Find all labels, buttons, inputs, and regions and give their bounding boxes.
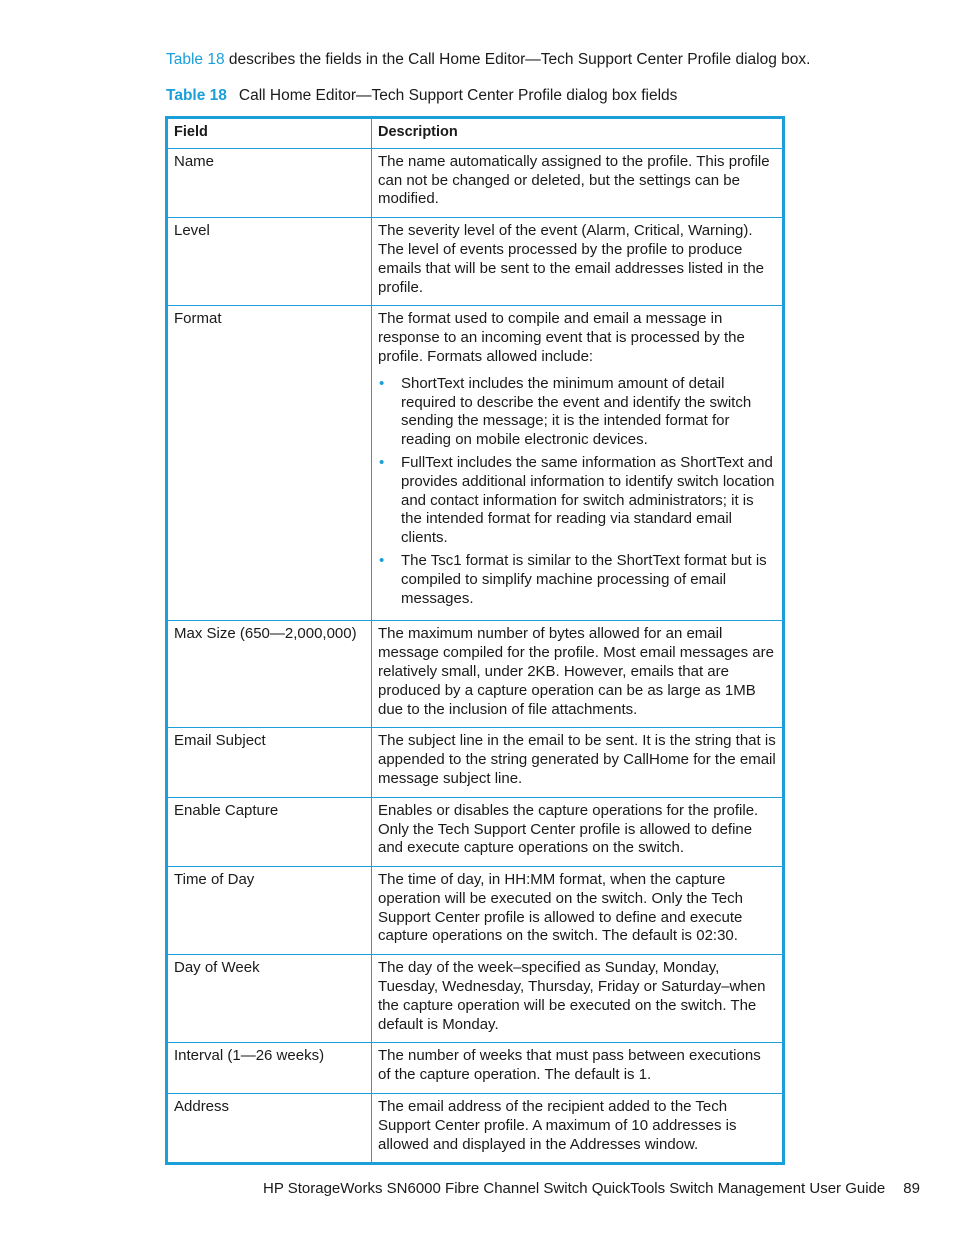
table-row: [167, 955, 784, 1043]
intro-paragraph: [166, 50, 810, 70]
format-list-item: • FullText includes the same information as ShortText and provides additional information to identify switch location and contact information for switch administrators; it is the intended format for reading via standard email clients.: [401, 454, 776, 548]
field-cell: Address: [167, 1094, 372, 1164]
table-row: [167, 621, 784, 728]
table-caption: [166, 86, 677, 106]
footer-title: HP StorageWorks SN6000 Fibre Channel Switch QuickTools Switch Management User Guide: [263, 1180, 886, 1197]
description-cell: The time of day, in HH:MM format, when the capture operation will be executed on the switch. Only the Tech Support Center profile is allowed to define and execute capture operations on the switch. The default is 02:30.: [371, 867, 783, 955]
table-row: [167, 728, 784, 797]
table-caption-title: Call Home Editor—Tech Support Center Profile dialog box fields: [238, 87, 678, 104]
format-list-item: • The Tsc1 format is similar to the ShortText format but is compiled to simplify machine processing of email messages.: [401, 552, 776, 608]
description-cell: The maximum number of bytes allowed for an email message compiled for the profile. Most email messages are relatively small, under 2KB. However, emails that are produced by a capture operation can be as large as 1MB due to the inclusion of file attachments.: [371, 621, 783, 728]
fields-table: [165, 116, 785, 1165]
table-caption-label: Table 18: [166, 87, 227, 104]
format-list-item: • ShortText includes the minimum amount of detail required to describe the event and identify the switch sending the message; it is the intended format for reading on mobile electronic devices.: [401, 375, 776, 450]
header-description: Description: [371, 118, 783, 149]
intro-text: describes the fields in the Call Home Editor—Tech Support Center Profile dialog box.: [224, 51, 811, 68]
field-cell: Email Subject: [167, 728, 372, 797]
table-reference-link[interactable]: Table 18: [166, 51, 225, 68]
description-cell: The severity level of the event (Alarm, Critical, Warning). The level of events processed by the profile to produce emails that will be sent to the email addresses listed in the profile.: [371, 218, 783, 306]
format-list: [378, 375, 776, 609]
table-row: [167, 1094, 784, 1164]
field-cell: Enable Capture: [167, 797, 372, 866]
description-cell: The subject line in the email to be sent. It is the string that is appended to the string generated by CallHome for the email message subject line.: [371, 728, 783, 797]
table-row: [167, 797, 784, 866]
table-row: [167, 218, 784, 306]
description-cell: The day of the week–specified as Sunday, Monday, Tuesday, Wednesday, Thursday, Friday or Saturday–when the capture operation will be executed on the switch. The default is Monday.: [371, 955, 783, 1043]
description-cell: The email address of the recipient added to the Tech Support Center profile. A maximum of 10 addresses is allowed and displayed in the Addresses window.: [371, 1094, 783, 1164]
header-field: Field: [167, 118, 372, 149]
page-number: 89: [903, 1180, 920, 1197]
page-footer: [263, 1179, 920, 1199]
description-cell: The number of weeks that must pass between executions of the capture operation. The default is 1.: [371, 1043, 783, 1094]
field-cell: Day of Week: [167, 955, 372, 1043]
description-cell: Enables or disables the capture operations for the profile. Only the Tech Support Center profile is allowed to define and execute capture operations on the switch.: [371, 797, 783, 866]
table-row: [167, 867, 784, 955]
field-cell: Format: [167, 306, 372, 621]
field-cell: Level: [167, 218, 372, 306]
description-cell: [371, 306, 783, 621]
field-cell: Time of Day: [167, 867, 372, 955]
field-cell: Interval (1—26 weeks): [167, 1043, 372, 1094]
field-cell: Name: [167, 148, 372, 217]
table-row: [167, 148, 784, 217]
table-header-row: [167, 118, 784, 149]
description-cell: The name automatically assigned to the profile. This profile can not be changed or deleted, but the settings can be modified.: [371, 148, 783, 217]
table-row: [167, 1043, 784, 1094]
format-description-text: The format used to compile and email a message in response to an incoming event that is processed by the profile. Formats allowed include:: [377, 310, 745, 365]
table-row: [167, 306, 784, 621]
field-cell: Max Size (650—2,000,000): [167, 621, 372, 728]
